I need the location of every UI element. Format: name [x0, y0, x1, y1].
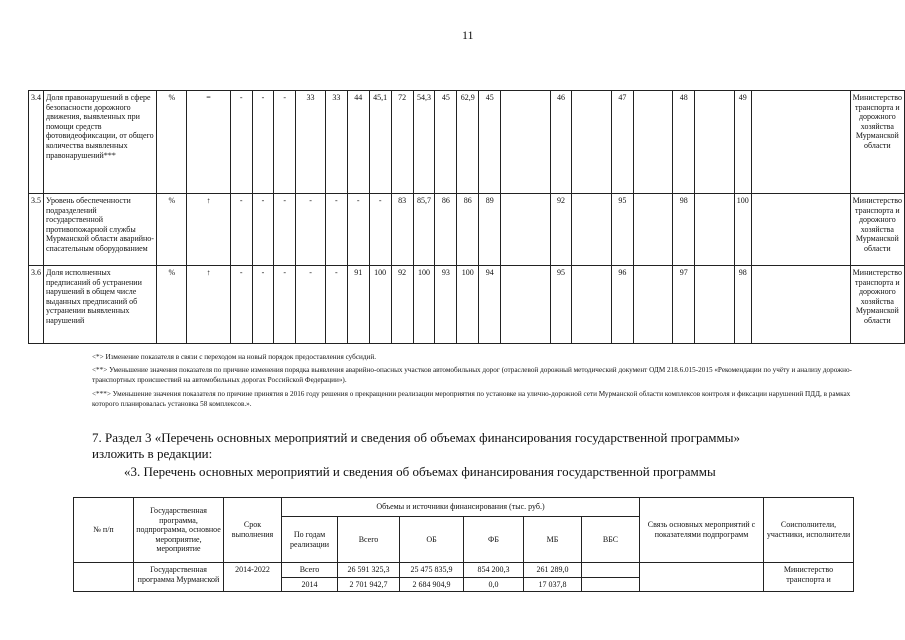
header-funding: Объемы и источники финансирования (тыс. руб.) [282, 498, 640, 517]
header-ob: ОБ [400, 517, 464, 563]
indicator-value: 44 [347, 91, 369, 194]
indicator-value: - [252, 194, 274, 266]
indicator-value: 100 [734, 194, 751, 266]
header-term: Срок выполнения [224, 498, 282, 563]
indicator-unit: % [157, 266, 187, 344]
header-by-year: По годам реализации [282, 517, 338, 563]
indicator-value [501, 91, 550, 194]
row-link [640, 563, 764, 592]
indicator-value: - [252, 266, 274, 344]
indicator-row [29, 194, 905, 266]
header-coexec: Соисполнители, участники, исполнители [764, 498, 854, 563]
indicator-value: 62,9 [457, 91, 479, 194]
indicator-value [572, 266, 612, 344]
indicator-value: - [369, 194, 391, 266]
indicator-value: - [230, 266, 252, 344]
indicator-row [29, 91, 905, 194]
indicator-value: 49 [734, 91, 751, 194]
indicator-value [501, 266, 550, 344]
indicator-value: 98 [734, 266, 751, 344]
indicator-value: - [230, 194, 252, 266]
indicator-name: Доля исполненных предписаний об устранении нарушений в общем числе выданных предписаний об устранении выявленных нарушений [44, 266, 157, 344]
indicator-value: - [274, 194, 296, 266]
footnote-3: <***> Уменьшение значения показателя по причине принятия в 2016 году решения о прекращении реализации мероприятия по установке на улично-дорожной сети Мурманской области комплексов контроля и фиксации нарушений ПДД, в рамках которого планировалась установка 58 комплексов.». [92, 390, 851, 409]
indicator-value: 48 [673, 91, 695, 194]
indicator-value: 47 [611, 91, 633, 194]
indicator-value [695, 194, 735, 266]
header-vbs: ВБС [582, 517, 640, 563]
indicator-value: 33 [325, 91, 347, 194]
indicator-value [633, 194, 673, 266]
indicator-value: 96 [611, 266, 633, 344]
indicator-value: 46 [550, 91, 572, 194]
indicator-trend: = [187, 91, 231, 194]
section-heading-cont: изложить в редакции: [92, 446, 213, 461]
indicator-value [633, 266, 673, 344]
indicator-value: 45 [479, 91, 501, 194]
indicator-value: 85,7 [413, 194, 435, 266]
indicator-trend: ↑ [187, 266, 231, 344]
indicator-responsible: Министерство транспорта и дорожного хозяйства Мурманской области [850, 91, 904, 194]
indicator-value: - [230, 91, 252, 194]
row-total: 2 701 942,7 [338, 577, 400, 592]
indicator-value [751, 194, 850, 266]
row-vbs [582, 577, 640, 592]
indicator-responsible: Министерство транспорта и дорожного хозяйства Мурманской области [850, 266, 904, 344]
indicator-value: 83 [391, 194, 413, 266]
indicator-value: 95 [550, 266, 572, 344]
indicator-value: 45 [435, 91, 457, 194]
indicator-value [633, 91, 673, 194]
row-year: 2014 [282, 577, 338, 592]
indicator-value: 72 [391, 91, 413, 194]
indicator-value: 97 [673, 266, 695, 344]
indicator-number: 3.4 [29, 91, 44, 194]
indicator-value: - [296, 194, 326, 266]
row-term: 2014-2022 [224, 563, 282, 592]
row-coexec: Министерство транспорта и [764, 563, 854, 592]
indicator-value: - [296, 266, 326, 344]
indicator-value: 100 [413, 266, 435, 344]
header-link: Связь основных мероприятий с показателями подпрограмм [640, 498, 764, 563]
row-fb: 0,0 [464, 577, 524, 592]
row-mb: 17 037,8 [524, 577, 582, 592]
indicator-row [29, 266, 905, 344]
funding-table [73, 497, 854, 592]
row-total: 26 591 325,3 [338, 563, 400, 578]
indicator-value: 92 [391, 266, 413, 344]
indicator-value: 94 [479, 266, 501, 344]
row-vbs [582, 563, 640, 578]
indicator-value: - [252, 91, 274, 194]
indicator-number: 3.5 [29, 194, 44, 266]
list-title: «3. Перечень основных мероприятий и сведения об объемах финансирования государственной программы [124, 464, 716, 479]
footnote-2: <**> Уменьшение значения показателя по причине изменения порядка выявления аварийно-опасных участков автомобильных дорог (отраслевой дорожный методический документ ОДМ 218.6.015-2015 «Рекомендации по учёту и анализу дорожно-транспортных происшествий на автомобильных дорогах Российской Федерации»). [92, 366, 852, 385]
row-year: Всего [282, 563, 338, 578]
header-mb: МБ [524, 517, 582, 563]
indicator-value: 86 [457, 194, 479, 266]
row-num-cell [74, 563, 134, 592]
row-program: Государственная программа Мурманской [134, 563, 224, 592]
section-heading: 7. Раздел 3 «Перечень основных мероприятий и сведения об объемах финансирования государственной программы» [92, 430, 740, 445]
indicator-trend: ↑ [187, 194, 231, 266]
indicator-value: 93 [435, 266, 457, 344]
footnote-1: <*> Изменение показателя в связи с переходом на новый порядок предоставления субсидий. [92, 353, 377, 361]
indicator-value [751, 266, 850, 344]
row-mb: 261 289,0 [524, 563, 582, 578]
indicator-value: 89 [479, 194, 501, 266]
indicator-value: 100 [369, 266, 391, 344]
indicator-value [572, 91, 612, 194]
indicator-value: 95 [611, 194, 633, 266]
indicator-value: - [347, 194, 369, 266]
indicator-unit: % [157, 194, 187, 266]
indicator-value [695, 91, 735, 194]
header-fb: ФБ [464, 517, 524, 563]
row-fb: 854 200,3 [464, 563, 524, 578]
indicators-table [28, 90, 905, 344]
indicator-name: Уровень обеспеченности подразделений государственной противопожарной службы Мурманской области аварийно-спасательным оборудованием [44, 194, 157, 266]
indicator-value: 98 [673, 194, 695, 266]
row-ob: 2 684 904,9 [400, 577, 464, 592]
indicator-number: 3.6 [29, 266, 44, 344]
header-program: Государственная программа, подпрограмма, основное мероприятие, мероприятие [134, 498, 224, 563]
header-num: № п/п [74, 498, 134, 563]
indicator-responsible: Министерство транспорта и дорожного хозяйства Мурманской области [850, 194, 904, 266]
indicator-value: 91 [347, 266, 369, 344]
indicator-value [572, 194, 612, 266]
indicator-value: 92 [550, 194, 572, 266]
indicator-value: 100 [457, 266, 479, 344]
indicator-value [751, 91, 850, 194]
indicator-value: 45,1 [369, 91, 391, 194]
indicator-value: - [274, 91, 296, 194]
indicator-value [501, 194, 550, 266]
indicator-name: Доля правонарушений в сфере безопасности дорожного движения, выявленных при помощи средств фотовидеофиксации, от общего количества выявленных правонарушений*** [44, 91, 157, 194]
page-number: 11 [462, 28, 474, 42]
indicator-value [695, 266, 735, 344]
header-total: Всего [338, 517, 400, 563]
indicator-value: 54,3 [413, 91, 435, 194]
indicator-value: - [325, 194, 347, 266]
indicator-value: 86 [435, 194, 457, 266]
indicator-unit: % [157, 91, 187, 194]
row-ob: 25 475 835,9 [400, 563, 464, 578]
indicator-value: - [325, 266, 347, 344]
indicator-value: 33 [296, 91, 326, 194]
indicator-value: - [274, 266, 296, 344]
